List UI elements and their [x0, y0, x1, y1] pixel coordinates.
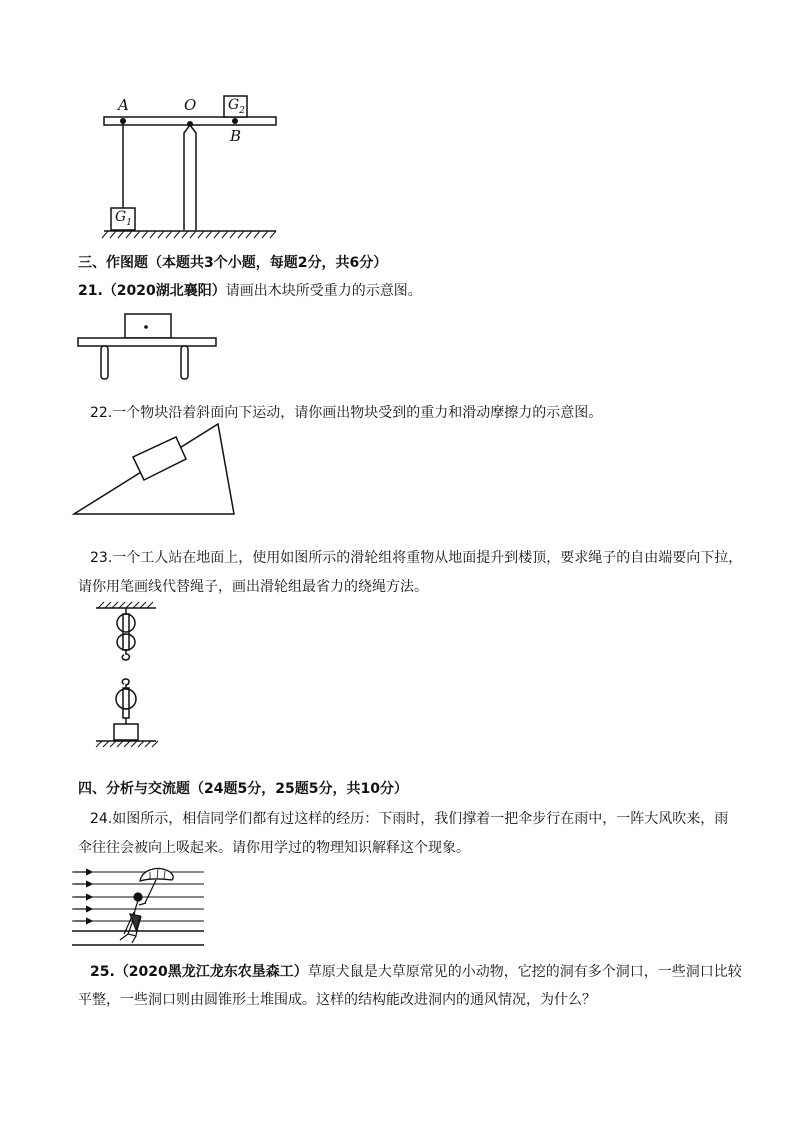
q25-text-1: 草原犬鼠是大草原常见的小动物，它挖的洞有多个洞口，一些洞口比较 — [307, 964, 742, 980]
umbrella-handle — [145, 880, 156, 903]
label-g2-main: G — [228, 97, 240, 113]
label-a: A — [118, 96, 129, 114]
question-23-line-1: 23.一个工人站在地面上，使用如图所示的滑轮组将重物从地面提升到楼顶，要求绳子的自由端要向下拉， — [90, 550, 743, 566]
section-3-heading: 三、作图题（本题共3个小题，每题2分，共6分） — [78, 255, 388, 271]
person — [120, 893, 146, 943]
q21-text: 请画出木块所受重力的示意图。 — [225, 283, 422, 299]
question-23-line-2: 请你用笔画线代替绳子，画出滑轮组最省力的绕绳方法。 — [78, 579, 428, 595]
q21-source: （2020湖北襄阳） — [102, 283, 226, 299]
q25-number: 25. — [90, 964, 115, 980]
question-24-line-1: 24.如图所示，相信同学们都有过这样的经历：下雨时，我们撑着一把伞步行在雨中，一阵大风吹来，雨 — [90, 811, 729, 827]
umbrella-canopy — [140, 868, 173, 881]
label-g1-main: G — [115, 209, 127, 225]
label-b: B — [230, 127, 242, 145]
label-o: O — [184, 96, 197, 114]
question-25-line-2: 平整，一些洞口则由圆锥形土堆围成。这样的结构能改进洞内的通风情况，为什么？ — [78, 992, 596, 1008]
question-22: 22.一个物块沿着斜面向下运动，请你画出物块受到的重力和滑动摩擦力的示意图。 — [90, 405, 603, 421]
q21-number: 21. — [78, 283, 103, 299]
q25-source: （2020黑龙江龙东农垦森工） — [114, 964, 308, 980]
question-24-line-2: 伞往往会被向上吸起来。请你用学过的物理知识解释这个现象。 — [78, 840, 470, 856]
wind-arrows — [74, 872, 92, 921]
question-25-line-1 — [90, 962, 742, 982]
section-4-heading: 四、分析与交流题（24题5分，25题5分，共10分） — [78, 781, 408, 797]
label-g2-sub: 2 — [239, 105, 245, 116]
label-g1-sub: 1 — [126, 217, 132, 228]
